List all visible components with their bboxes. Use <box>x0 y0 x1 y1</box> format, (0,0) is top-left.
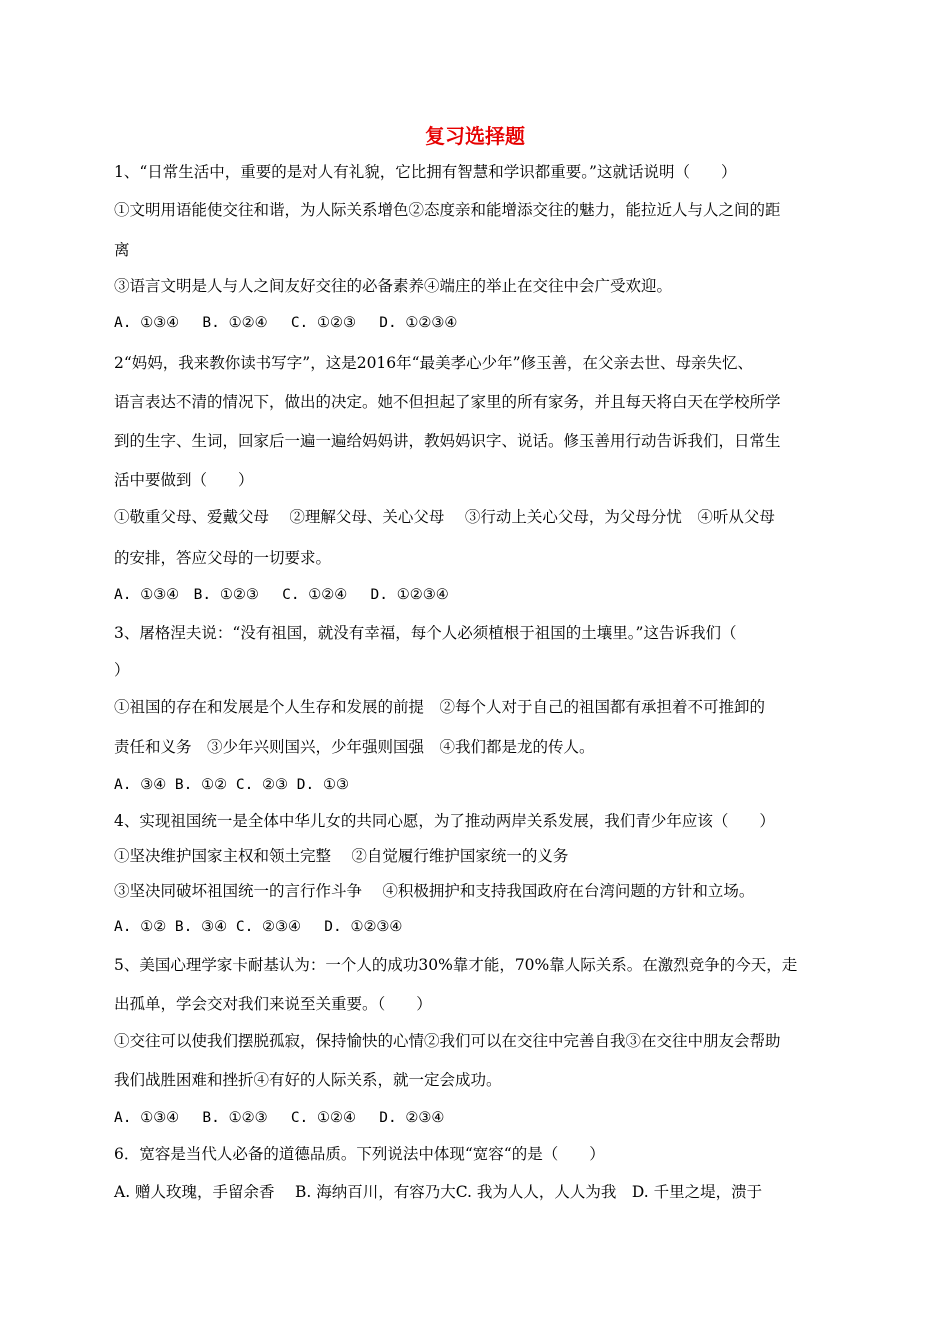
q2-statements-cont: 的安排，答应父母的一切要求。 <box>114 549 332 567</box>
q4-statements-3-4: ③坚决同破坏祖国统一的言行作斗争 ④积极拥护和支持我国政府在台湾问题的方针和立场。 <box>114 882 755 900</box>
q2-stem-4: 活中要做到（ ） <box>114 471 254 489</box>
q6-stem: 6．宽容是当代人必备的道德品质。下列说法中体现“宽容“的是（ ） <box>114 1145 605 1163</box>
q3-options: A. ③④ B. ①② C. ②③ D. ①③ <box>114 777 349 793</box>
q5-statements-cont: 我们战胜困难和挫折④有好的人际关系，就一定会成功。 <box>114 1071 502 1089</box>
q1-statement-1-2: ①文明用语能使交往和谐，为人际关系增色②态度亲和能增添交往的魅力，能拉近人与人之间的距 <box>114 201 781 219</box>
q3-stem-cont: ） <box>114 661 130 679</box>
page-title: 复习选择题 <box>425 124 525 148</box>
q4-statements-1-2: ①坚决维护国家主权和领土完整 ②自觉履行维护国家统一的义务 <box>114 847 569 865</box>
q3-statements-cont: 责任和义务 ③少年兴则国兴，少年强则国强 ④我们都是龙的传人。 <box>114 738 595 756</box>
q1-statement-cont: 离 <box>114 241 130 259</box>
q5-options: A. ①③④ B. ①②③ C. ①②④ D. ②③④ <box>114 1110 445 1126</box>
q2-stem-3: 到的生字、生词，回家后一遍一遍给妈妈讲，教妈妈识字、说话。修玉善用行动告诉我们，日常生 <box>114 432 781 450</box>
q2-statements: ①敬重父母、爱戴父母 ②理解父母、关心父母 ③行动上关心父母，为父母分忧 ④听从父母 <box>114 508 775 526</box>
q1-stem: 1、“日常生活中，重要的是对人有礼貌，它比拥有智慧和学识都重要。”这就话说明（ ） <box>114 163 737 181</box>
q2-stem-1: 2“妈妈，我来教你读书写字”，这是2016年“最美孝心少年”修玉善，在父亲去世、母亲失忆、 <box>114 354 754 372</box>
q2-stem-2: 语言表达不清的情况下，做出的决定。她不但担起了家里的所有家务，并且每天将白天在学校所学 <box>114 393 781 411</box>
q5-stem-cont: 出孤单，学会交对我们来说至关重要。（ ） <box>114 995 432 1013</box>
q4-options: A. ①② B. ③④ C. ②③④ D. ①②③④ <box>114 919 403 935</box>
q1-options: A. ①③④ B. ①②④ C. ①②③ D. ①②③④ <box>114 315 458 331</box>
q3-stem: 3、屠格涅夫说：“没有祖国，就没有幸福，每个人必须植根于祖国的土壤里。”这告诉我们（ <box>114 624 737 642</box>
q5-statements: ①交往可以使我们摆脱孤寂，保持愉快的心情②我们可以在交往中完善自我③在交往中朋友会帮助 <box>114 1032 781 1050</box>
q1-statement-3-4: ③语言文明是人与人之间友好交往的必备素养④端庄的举止在交往中会广受欢迎。 <box>114 277 673 295</box>
q2-options: A. ①③④ B. ①②③ C. ①②④ D. ①②③④ <box>114 587 449 603</box>
q3-statements: ①祖国的存在和发展是个人生存和发展的前提 ②每个人对于自己的祖国都有承担着不可推卸的 <box>114 698 766 716</box>
q5-stem: 5、美国心理学家卡耐基认为：一个人的成功30%靠才能，70%靠人际关系。在激烈竞争的今天，走 <box>114 956 798 974</box>
q4-stem: 4、实现祖国统一是全体中华儿女的共同心愿，为了推动两岸关系发展，我们青少年应该（ ） <box>114 812 775 830</box>
q6-options: A. 赠人玫瑰，手留余香 B. 海纳百川，有容乃大C. 我为人人，人人为我 D. 千里之堤，溃于 <box>114 1183 763 1201</box>
